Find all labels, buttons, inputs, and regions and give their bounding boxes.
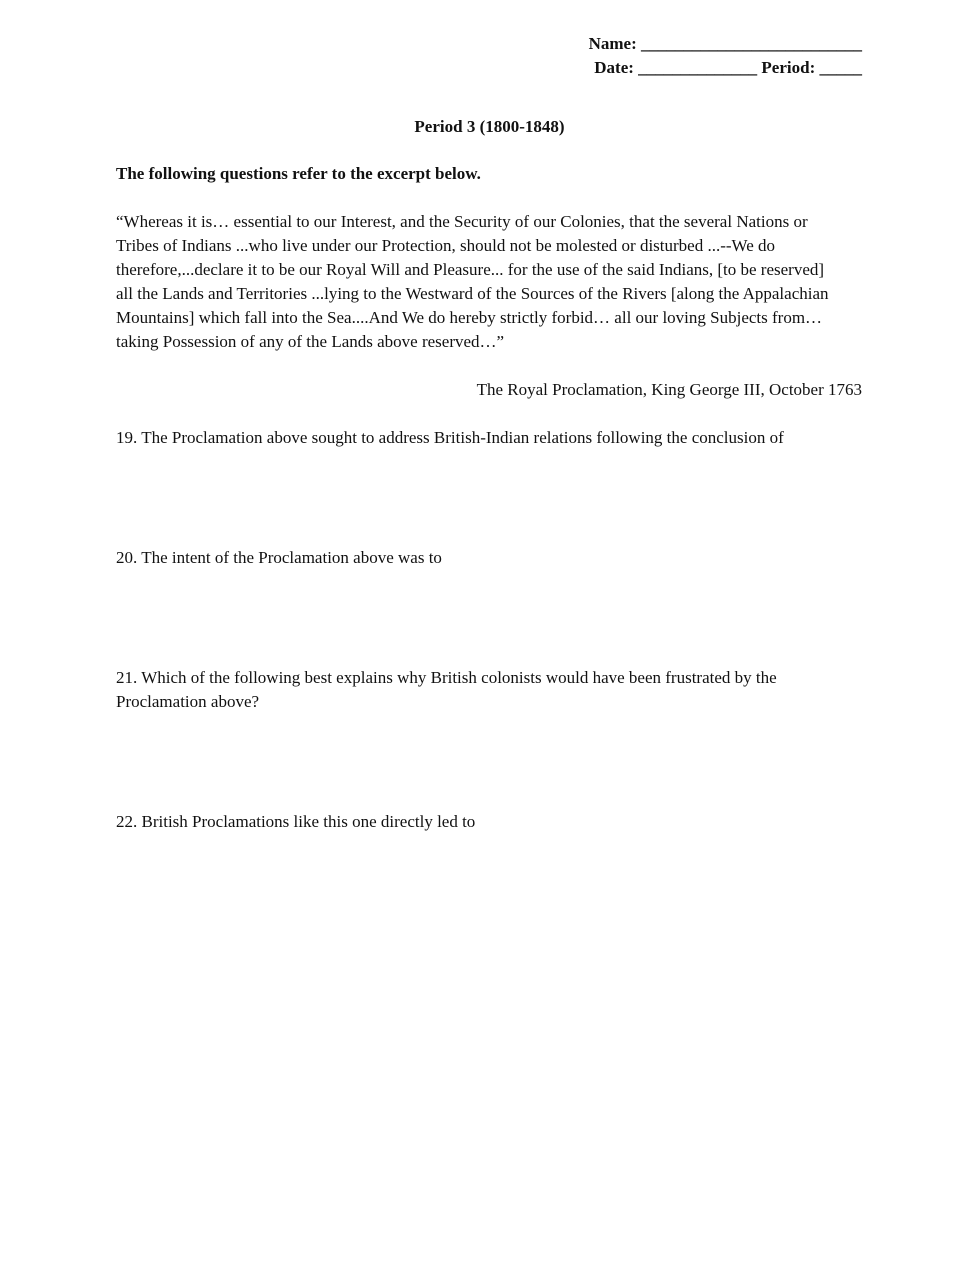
date-label: Date: bbox=[594, 58, 634, 77]
excerpt-line: “Whereas it is… essential to our Interest, and the Security of our Colonies, that the several Nations or bbox=[116, 212, 808, 231]
question-text: 22. British Proclamations like this one directly led to bbox=[116, 812, 476, 831]
instructions: The following questions refer to the excerpt below. bbox=[116, 164, 481, 183]
excerpt-citation: The Royal Proclamation, King George III, October 1763 bbox=[476, 380, 862, 399]
period-label: Period: bbox=[761, 58, 816, 77]
period-blank: _____ bbox=[819, 58, 862, 77]
student-info-header bbox=[589, 32, 862, 80]
question-22 bbox=[116, 810, 864, 834]
question-text: 20. The intent of the Proclamation above was to bbox=[116, 548, 442, 567]
name-line bbox=[589, 32, 862, 56]
excerpt-line: all the Lands and Territories ...lying to the Westward of the Sources of the Rivers [along the Appalachian bbox=[116, 284, 829, 303]
question-text: 19. The Proclamation above sought to address British-Indian relations following the conclusion of bbox=[116, 428, 784, 447]
excerpt-quote bbox=[116, 210, 864, 354]
page-title: Period 3 (1800-1848) bbox=[414, 117, 565, 136]
name-label: Name: bbox=[588, 34, 637, 53]
excerpt-line: therefore,...declare it to be our Royal Will and Pleasure... for the use of the said Indians, [to be reserved] bbox=[116, 260, 825, 279]
question-text: 21. Which of the following best explains why British colonists would have been frustrated by the bbox=[116, 668, 777, 687]
question-19 bbox=[116, 426, 864, 450]
date-blank: ______________ bbox=[638, 58, 758, 77]
question-21 bbox=[116, 666, 864, 714]
name-blank: __________________________ bbox=[641, 34, 862, 53]
question-20 bbox=[116, 546, 864, 570]
excerpt-line: Mountains] which fall into the Sea....And We do hereby strictly forbid… all our loving Subjects from… bbox=[116, 308, 823, 327]
excerpt-line: Tribes of Indians ...who live under our Protection, should not be molested or disturbed ...--We do bbox=[116, 236, 776, 255]
question-text: Proclamation above? bbox=[116, 692, 260, 711]
excerpt-line: taking Possession of any of the Lands above reserved…” bbox=[116, 332, 505, 351]
date-period-line bbox=[589, 56, 862, 80]
